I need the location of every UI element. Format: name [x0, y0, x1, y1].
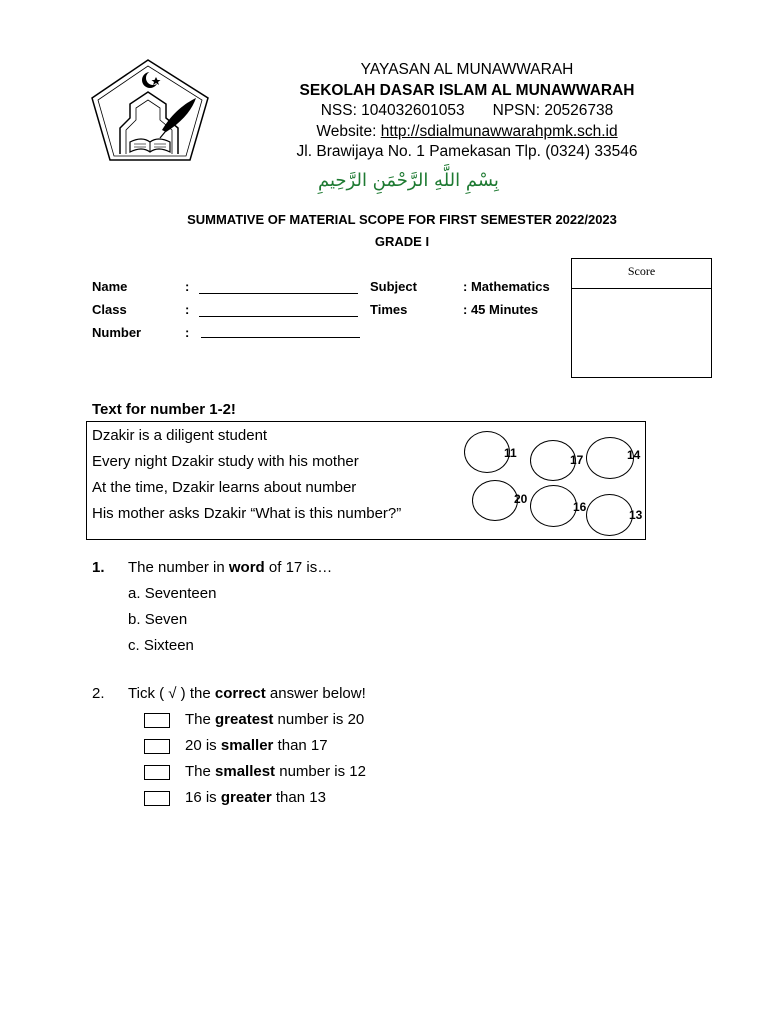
- circle-number: 11: [504, 446, 517, 460]
- passage-line: His mother asks Dzakir “What is this number?”: [92, 505, 402, 522]
- statement-text: 20 is: [185, 737, 221, 754]
- website-line: [262, 123, 672, 141]
- option-letter: c.: [128, 637, 140, 654]
- class-colon: :: [185, 302, 190, 317]
- number-label: Number: [92, 325, 142, 340]
- circle-number: 20: [514, 492, 528, 506]
- q1-number: 1.: [92, 559, 105, 576]
- option-letter: b.: [128, 611, 141, 628]
- statement-text: 16 is: [185, 789, 221, 806]
- school-address: Jl. Brawijaya No. 1 Pamekasan Tlp. (0324) 33546: [296, 143, 638, 160]
- q2-statement: [185, 737, 328, 754]
- q1-question: [128, 559, 332, 576]
- q2-statement: [185, 789, 326, 806]
- statement-keyword: smaller: [220, 737, 274, 754]
- statement-text: number is 20: [273, 711, 365, 728]
- q1-text: The number in: [128, 559, 229, 576]
- q2-text: answer below!: [265, 685, 366, 702]
- q1-keyword: word: [228, 559, 265, 576]
- statement-text: The: [185, 763, 216, 780]
- circle-number: 17: [570, 453, 584, 467]
- website-link[interactable]: http://sdialmunawwarahpmk.sch.id: [380, 123, 618, 140]
- statement-keyword: greater: [220, 789, 272, 806]
- score-box[interactable]: [571, 258, 712, 378]
- tick-checkbox[interactable]: [144, 791, 170, 806]
- passage-box: [86, 421, 646, 540]
- passage-line: Dzakir is a diligent student: [92, 427, 268, 444]
- number-circle: [586, 494, 633, 536]
- subject-label: Subject: [370, 279, 417, 294]
- statement-text: number is 12: [275, 763, 366, 780]
- school-logo: [90, 58, 210, 164]
- circle-number: 16: [573, 500, 587, 514]
- number-circle: [530, 485, 577, 527]
- score-divider: [572, 288, 711, 289]
- statement-keyword: greatest: [215, 711, 274, 728]
- foundation-name: YAYASAN AL MUNAWWARAH: [360, 61, 574, 78]
- number-field[interactable]: [201, 337, 360, 338]
- q2-number: 2.: [92, 685, 105, 702]
- statement-text: than 13: [271, 789, 326, 806]
- class-label: Class: [92, 302, 127, 317]
- q1-option-b[interactable]: [128, 611, 187, 628]
- q2-question: [128, 685, 366, 702]
- school-ids: [262, 102, 672, 120]
- times-label: Times: [370, 302, 408, 317]
- name-colon: :: [185, 279, 190, 294]
- name-label: Name: [92, 279, 128, 294]
- circle-number: 13: [629, 508, 643, 522]
- exam-title: SUMMATIVE OF MATERIAL SCOPE FOR FIRST SEMESTER 2022/2023: [187, 212, 617, 227]
- statement-text: than 17: [273, 737, 328, 754]
- number-colon: :: [185, 325, 190, 340]
- subject-value: : Mathematics: [463, 279, 550, 294]
- q2-text: Tick ( √ ) the: [128, 685, 215, 702]
- score-label: Score: [627, 264, 656, 278]
- q1-option-a[interactable]: [128, 585, 216, 602]
- number-circle: [472, 480, 518, 521]
- nss: NSS: 104032601053: [320, 102, 465, 119]
- q2-statement: [185, 763, 366, 780]
- class-field[interactable]: [199, 316, 358, 317]
- statement-text: The: [185, 711, 216, 728]
- website-label: Website:: [316, 123, 381, 140]
- basmala-calligraphy: بِسْمِ اللَّهِ الرَّحْمَنِ الرَّحِيمِ: [318, 170, 499, 191]
- passage-line: Every night Dzakir study with his mother: [92, 453, 359, 470]
- tick-checkbox[interactable]: [144, 765, 170, 780]
- statement-keyword: smallest: [215, 763, 276, 780]
- option-text: Seven: [144, 611, 188, 628]
- option-letter: a.: [128, 585, 141, 602]
- tick-checkbox[interactable]: [144, 739, 170, 754]
- q2-keyword: correct: [214, 685, 266, 702]
- passage-line: At the time, Dzakir learns about number: [92, 479, 357, 496]
- circle-number: 14: [627, 448, 641, 462]
- name-field[interactable]: [199, 293, 358, 294]
- q1-text: of 17 is…: [264, 559, 333, 576]
- tick-checkbox[interactable]: [144, 713, 170, 728]
- npsn: NPSN: 20526738: [492, 102, 614, 119]
- grade-label: GRADE I: [374, 234, 430, 249]
- option-text: Seventeen: [144, 585, 217, 602]
- passage-heading: Text for number 1-2!: [92, 401, 236, 418]
- school-name: SEKOLAH DASAR ISLAM AL MUNAWWARAH: [299, 82, 635, 99]
- option-text: Sixteen: [143, 637, 194, 654]
- times-value: : 45 Minutes: [463, 302, 539, 317]
- q2-statement: [185, 711, 364, 728]
- q1-option-c[interactable]: [128, 637, 194, 654]
